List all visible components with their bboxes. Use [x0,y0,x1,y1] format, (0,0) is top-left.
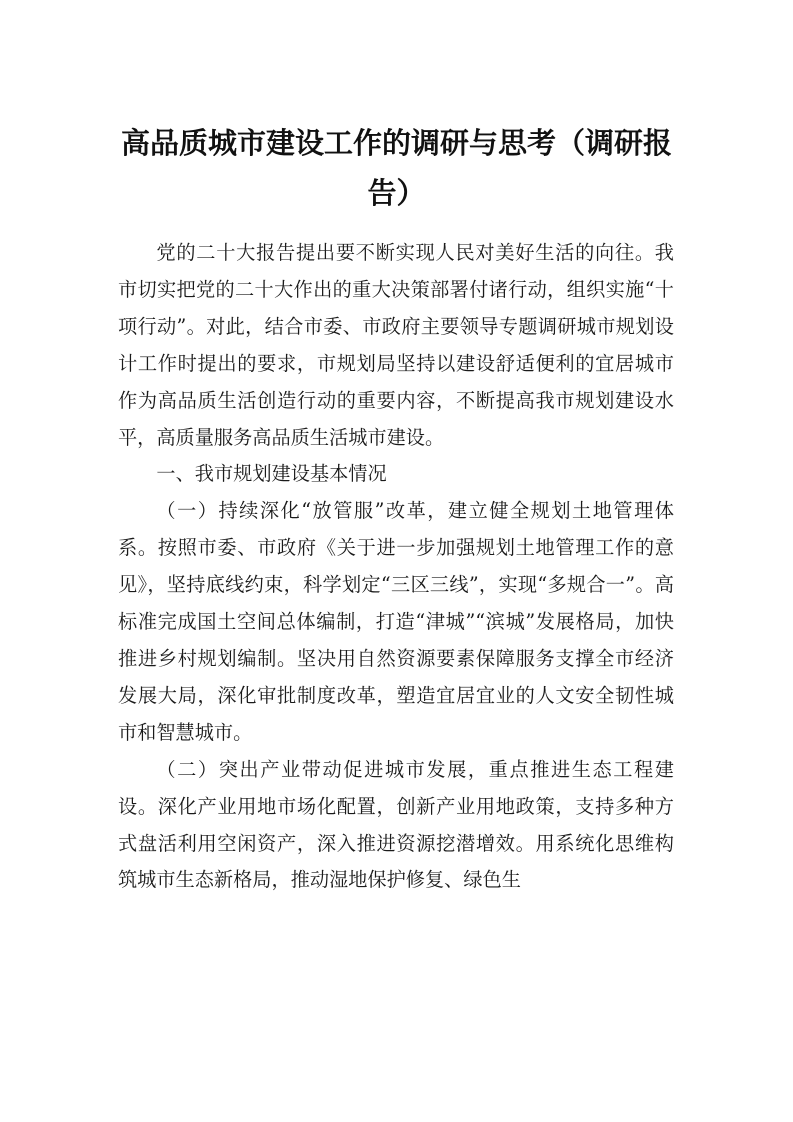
document-body [118,235,674,899]
paragraph-item-2: （二）突出产业带动促进城市发展，重点推进生态工程建设。深化产业用地市场化配置，创新产业用地政策，支持多种方式盘活利用空闲资产，深入推进资源挖潜增效。用系统化思维构筑城市生态新格局，推动湿地保护修复、绿色生 [118,757,674,892]
document-title: 高品质城市建设工作的调研与思考（调研报告） [120,126,672,210]
section-heading: 一、我市规划建设基本情况 [156,462,387,486]
paragraph-item-1: （一）持续深化“放管服”改革，建立健全规划土地管理体系。按照市委、市政府《关于进一步加强规划土地管理工作的意见》，坚持底线约束，科学划定“三区三线”，实现“多规合一”。高标准完成国土空间总体编制，打造“津城”“滨城”发展格局，加快推进乡村规划编制。坚决用自然资源要素保障服务支撑全市经济发展大局，深化审批制度改革，塑造宜居宜业的人文安全韧性城市和智慧城市。 [118,499,674,744]
paragraph-intro: 党的二十大报告提出要不断实现人民对美好生活的向往。我市切实把党的二十大作出的重大决策部署付诸行动，组织实施“十项行动”。对此，结合市委、市政府主要领导专题调研城市规划设计工作时提出的要求，市规划局坚持以建设舒适便利的宜居城市作为高品质生活创造行动的重要内容，不断提高我市规划建设水平，高质量服务高品质生活城市建设。 [118,241,674,449]
